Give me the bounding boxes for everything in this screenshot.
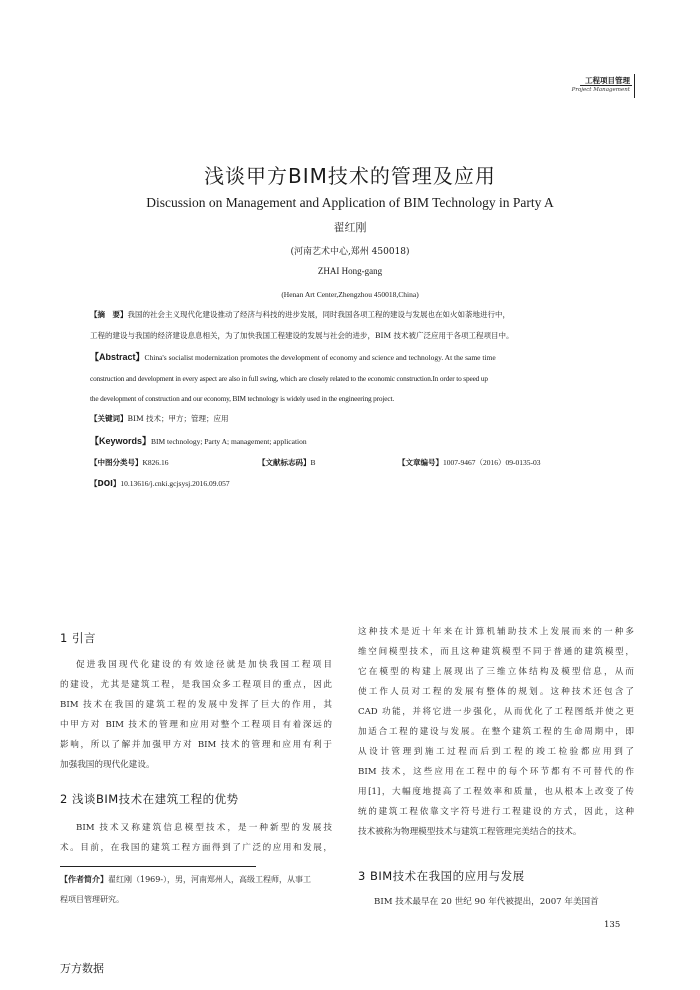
section-3-paragraph bbox=[358, 892, 634, 912]
section-1-heading: 1 引言 bbox=[60, 631, 96, 645]
keywords-cn bbox=[90, 413, 229, 424]
title-cn: 浅谈甲方BIM技术的管理及应用 bbox=[204, 164, 496, 188]
body-line: BIM 技术又称建筑信息模型技术，是一种新型的发展技 bbox=[76, 823, 332, 833]
database-watermark: 万方数据 bbox=[60, 962, 104, 975]
body-line: BIM 技术最早在 20 世纪 90 年代被提出，2007 年美国首 bbox=[374, 897, 599, 907]
abstract-cn-text-2: 工程的建设与我国的经济建设息息相关，为了加快我国工程建设的发展与社会的进步，BIM 技术被广泛应用于各项工程项目中。 bbox=[90, 331, 514, 340]
body-line: 的建设，尤其是建筑工程，是我国众多工程项目的重点，因此 bbox=[60, 680, 332, 690]
author-name-cn: 翟红刚 bbox=[333, 221, 367, 234]
affiliation-en: (Henan Art Center,Zhengzhou 450018,China) bbox=[281, 290, 419, 299]
document-code bbox=[258, 457, 316, 468]
page-number: 135 bbox=[604, 920, 621, 930]
body-line: 从设计管理到施工过程而后到工程的竣工检验都应用到了 bbox=[358, 747, 634, 757]
abstract-en-text-3: the development of construction and our economy, BIM technology is widely used in the engineering project. bbox=[90, 394, 395, 403]
body-line: 使工作人员对工程的发展有整体的规划。这种技术还包含了 bbox=[358, 687, 634, 697]
author-name-en: ZHAI Hong-gang bbox=[317, 266, 383, 276]
running-header-rule bbox=[580, 85, 632, 86]
keywords-en bbox=[90, 434, 307, 447]
title-en: Discussion on Management and Application of BIM Technology in Party A bbox=[146, 195, 554, 210]
section-1-paragraph bbox=[60, 655, 332, 775]
body-line: BIM 技术，这些应用在工程中的每个环节都有不可替代的作 bbox=[358, 767, 634, 777]
footnote-text-2: 程项目管理研究。 bbox=[60, 895, 124, 904]
keywords-label-cn: 【关键词】 bbox=[90, 414, 128, 423]
body-line: 加适合工程的建设与发展。在整个建筑工程的生命周期中，即 bbox=[358, 727, 634, 737]
author-footnote bbox=[60, 870, 332, 910]
body-line: 影响，所以了解并加强甲方对 BIM 技术的管理和应用有利于 bbox=[60, 740, 332, 750]
body-line: 维空间模型技术，而且这种建筑模型不同于普通的建筑模型， bbox=[358, 647, 634, 657]
affiliation-cn: (河南艺术中心,郑州 450018) bbox=[290, 247, 410, 257]
body-line: 促进我国现代化建设的有效途径就是加快我国工程项目 bbox=[76, 660, 332, 670]
body-line: 中甲方对 BIM 技术的管理和应用对整个工程项目有着深远的 bbox=[60, 720, 332, 730]
body-line: 术。目前，在我国的建筑工程方面得到了广泛的应用和发展， bbox=[60, 843, 332, 853]
document-code-value: B bbox=[310, 458, 316, 467]
abstract-cn-line-1 bbox=[90, 309, 510, 320]
article-number bbox=[398, 457, 541, 468]
body-line: 用[1]，大幅度地提高了工程效率和质量，也从根本上改变了传 bbox=[358, 787, 634, 797]
section-2-continued bbox=[358, 622, 634, 842]
keywords-value-en: BIM technology; Party A; management; application bbox=[151, 437, 307, 446]
section-3-heading: 3 BIM技术在我国的应用与发展 bbox=[358, 869, 525, 883]
footnote-text-1: 翟红刚（1969-），男，河南郑州人，高级工程师，从事工 bbox=[108, 875, 312, 884]
body-line: 它在模型的构建上展现出了三维立体结构及模型信息，从而 bbox=[358, 667, 634, 677]
abstract-label-en: 【Abstract】 bbox=[90, 352, 145, 362]
abstract-en-text-1: China's socialist modernization promotes the development of economy and science and technology. At the same time bbox=[144, 353, 496, 362]
running-header-en: Project Management bbox=[571, 87, 630, 93]
clc-label: 【中图分类号】 bbox=[90, 458, 143, 467]
abstract-cn-line-2 bbox=[90, 330, 514, 341]
running-header bbox=[571, 74, 635, 98]
body-line: CAD 功能，并将它进一步强化，从而优化了工程图纸并使之更 bbox=[358, 707, 634, 717]
article-number-label: 【文章编号】 bbox=[398, 458, 443, 467]
section-2-paragraph bbox=[60, 818, 332, 858]
keywords-label-en: 【Keywords】 bbox=[90, 436, 152, 446]
running-header-cn: 工程项目管理 bbox=[585, 76, 630, 85]
body-line: BIM 技术在我国的建筑工程的发展中发挥了巨大的作用，其 bbox=[60, 700, 332, 710]
article-number-value: 1007-9467（2016）09-0135-03 bbox=[443, 458, 541, 467]
document-code-label: 【文献标志码】 bbox=[258, 458, 311, 467]
abstract-en-text-2: construction and development in every aspect are also in full swing, which are closely related to the economic construction.In order to speed up bbox=[90, 374, 488, 383]
doi-value: 10.13616/j.cnki.gcjsysj.2016.09.057 bbox=[120, 479, 230, 488]
footnote-line bbox=[60, 870, 332, 890]
body-line: 统的建筑工程依靠文字符号进行工程建设的方式，因此，这种 bbox=[358, 807, 634, 817]
abstract-cn-text-1: 我国的社会主义现代化建设推动了经济与科技的进步发展，同时我国各项工程的建设与发展也在如火如荼地进行中， bbox=[127, 310, 510, 319]
keywords-value-cn: BIM 技术；甲方；管理；应用 bbox=[127, 414, 229, 423]
footnote-label: 【作者简介】 bbox=[60, 875, 108, 884]
body-line: 加强我国的现代化建设。 bbox=[60, 760, 155, 770]
section-2-heading: 2 浅谈BIM技术在建筑工程的优势 bbox=[60, 792, 239, 806]
doi-label: 【DOI】 bbox=[90, 479, 121, 488]
abstract-en-line-1 bbox=[90, 350, 496, 363]
clc-number bbox=[90, 457, 169, 468]
doi bbox=[90, 478, 230, 489]
body-line: 技术被称为物理模型技术与建筑工程管理完美结合的技术。 bbox=[358, 827, 582, 837]
abstract-label-cn: 【摘 要】 bbox=[90, 310, 128, 319]
body-line: 这种技术是近十年来在计算机辅助技术上发展而来的一种多 bbox=[358, 627, 634, 637]
clc-value: K826.16 bbox=[142, 458, 169, 467]
footnote-rule bbox=[60, 866, 256, 867]
